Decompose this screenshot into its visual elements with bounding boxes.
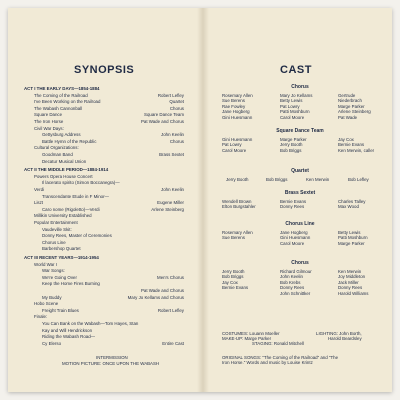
synopsis-item: Kay and Will Hendrickson [42,327,93,333]
synopsis-performer: Men's Chorus [157,274,184,280]
synopsis-item: Hobo Scene [34,301,59,307]
synopsis-item: World War I [34,261,57,267]
synopsis-performer: Robert Lefley [157,307,184,313]
synopsis-item: The Iron Horse [34,119,64,124]
synopsis-item: Cy Elerso [42,340,62,346]
costumes-credit: COSTUMES: Louann Moeller [222,331,280,336]
synopsis-item: The Coming of the Railroad [34,92,88,98]
act-heading: ACT I THE EARLY DAYS—1854-1884 [24,86,100,91]
cast-member: Jerry Booth [226,177,249,182]
cast-member: Pat Lowry [222,142,242,148]
cast-member: Arlene Steinberg [338,109,371,115]
cast-section-heading: Brass Sextet [284,190,316,196]
intermission-label: INTERMISSION [96,355,128,360]
lighting-credit: LIGHTING: John Borth, [316,331,362,336]
synopsis-item: Verdi [34,187,45,192]
cast-member: Bob Lefley [348,177,369,182]
cast-member: Bernie Evans [338,142,365,148]
cast-member: Gertrude [338,93,356,98]
cast-member: Pat Wade [338,114,358,120]
cast-member: Bob Briggs [280,147,302,153]
synopsis-item: Cultural Organizations: [34,145,79,151]
cast-member: Charles Talley [338,199,366,204]
cast-member: Rosemary Allen [222,93,253,98]
cast-member: Gini Huesmann [222,137,253,142]
cast-member: Elton Burgstahler [222,204,256,210]
cast-member: Rosemary Allen [222,230,253,235]
original-songs-credit-2: Iron Horse." Words and music by Louise Krintz [222,360,313,365]
cast-member: Joy Middleton [338,274,366,280]
cast-member: Jack Miller [338,279,359,285]
cast-member: Gini Huesmann [222,114,253,120]
cast-member: Pat Lowry [280,103,300,109]
cast-member: Jane Hogberg [222,109,250,115]
cast-member: Carol Moore [222,147,247,153]
synopsis-item: Millikin University Established [34,213,92,219]
cast-member: Marge Parker [338,240,365,246]
cast-member: Carol Moore [280,114,305,120]
cast-member: Patti Moshburn [280,109,310,115]
staging-credit: STAGING: Ronald Mitchell [252,341,304,346]
cast-member: Niederbrach [338,98,362,104]
synopsis-item: Decatur Musical Union [42,158,87,164]
cast-member: Jerry Booth [222,269,245,274]
synopsis-item: Riding the Wabash Road— [42,334,96,340]
cast-member: Donny Rees [280,204,305,210]
lighting-credit-2: Harold Beardsley [328,336,362,341]
synopsis-performer: John Keelin [161,132,184,138]
synopsis-performer: Square Dance Team [144,112,184,118]
synopsis-item: Square Dance [34,112,63,118]
synopsis-performer: Arlene Steinberg [151,206,184,212]
synopsis-item: Liszt [34,200,44,206]
synopsis-item: You Can Bank on the Wabash—Tom Hayes, Stan [42,321,139,326]
synopsis-item: Il lacerato spirito (Simon Boccanegra)— [42,180,120,186]
synopsis-item: I've Been Working on the Railroad [34,99,101,105]
cast-member: Betty Lewis [338,230,361,235]
synopsis-performer: John Keelin [161,187,184,192]
cast-member: Bob Briggs [266,177,288,182]
synopsis-item: My Buddy [42,294,62,300]
cast-member: Bob Briggs [222,274,244,280]
cast-section-heading: Chorus [291,260,309,266]
synopsis-item: Battle Hymn of the Republic [42,138,97,144]
synopsis-performer: Brass Sextet [159,152,184,157]
cast-member: Ken Merwin, caller [338,147,375,153]
cast-member: Richard Gilmour [280,269,312,274]
synopsis-item: Finale: [34,314,48,320]
cast-member: Betty Lewis [280,98,303,104]
synopsis-item: Powers Opera House Concert [34,173,93,179]
cast-member: Donny Rees [280,285,305,291]
cast-section-heading: Chorus [291,84,309,90]
synopsis-item: Vaudeville Skit: [42,226,72,232]
cast-section-heading: Square Dance Team [276,128,324,134]
cast-member: Rae Fowley [222,103,246,109]
cast-member: Patti Moshburn [338,235,368,241]
synopsis-title: SYNOPSIS [74,64,135,76]
cast-title: CAST [280,64,312,76]
synopsis-page [8,8,198,392]
cast-member: Jay Cox [338,137,354,142]
synopsis-performer: Chorus [169,138,184,144]
makeup-credit: MAKE-UP: Marge Parker [222,336,272,341]
synopsis-item: Keep the Home Fires Burning [42,281,100,287]
act-heading: ACT III RECENT YEARS—1914-1954 [24,255,99,260]
synopsis-item: Popular Entertainment [34,220,78,225]
cast-member: Jay Cox [222,279,238,285]
synopsis-performer: Entire Cast [162,340,184,346]
cast-member: Carol Moore [280,240,305,246]
cast-member: Harold Williams [338,290,369,296]
cast-member: Ken Merwin [338,269,362,274]
cast-member: Jane Hogberg [280,230,308,235]
cast-member: Jerry Booth [280,142,303,148]
synopsis-performer: Eugene Miller [157,200,184,206]
synopsis-performer: Robert Lefley [157,92,184,98]
synopsis-item: Barbershop Quartet [42,246,81,252]
cast-member: Bernie Evans [222,285,249,291]
cast-member: Sue Berens [222,98,245,104]
synopsis-performer: Mary Jo Kellams and Chorus [127,294,184,300]
synopsis-performer: Chorus [169,105,184,111]
synopsis-item: War Songs: [42,268,65,274]
cast-member: Marge Parker [338,103,365,109]
cast-member: Mary Jo Kellams [280,93,313,98]
synopsis-item: Donny Rees, Master of Ceremonies [42,233,112,239]
cast-section-heading: Quartet [291,168,309,174]
synopsis-item: Caro nome (Rigoletto)—Verdi [42,206,100,212]
synopsis-item: Goodman Band [42,152,73,157]
synopsis-item: The Wabash Cannonball [34,105,83,111]
act-heading: ACT II THE MIDDLE PERIOD—1884-1914 [24,167,109,173]
cast-member: Gini Huesmann [280,235,311,241]
cast-member: Bob Krebs [280,279,301,285]
cast-member: Wendell Brown [222,199,252,204]
cast-member: Donny Rees [338,285,363,291]
program-booklet [8,8,392,392]
cast-member: Sue Berens [222,235,245,241]
cast-member: Ken Merwin [306,177,330,182]
cast-member: Max Wood [338,204,359,210]
cast-member: Marge Parker [280,137,307,142]
cast-page [208,8,392,392]
original-songs-credit: ORIGINAL SONGS: "The Coming of the Railroad" and "The [222,355,339,360]
cast-section-heading: Chorus Line [285,221,315,227]
synopsis-item: Transcendante Etude in F Minor— [42,193,109,199]
motion-picture-label: MOTION PICTURE: ONCE UPON THE WABASH [62,361,160,366]
synopsis-item: Chorus Line [42,239,66,245]
synopsis-performer: Pat Wade and Chorus [140,288,184,293]
synopsis-item: Freight Train Blues [42,307,79,313]
cast-member: John Keelin [280,274,303,280]
cast-member: John Schnittker [280,290,311,296]
synopsis-item: We're Going Over [42,274,77,280]
synopsis-performer: Pat Wade and Chorus [140,119,184,124]
synopsis-item: Gettysburg Address [42,132,81,138]
synopsis-performer: Quartet [169,99,184,105]
cast-member: Bernie Evans [280,199,307,204]
synopsis-item: Civil War Days: [34,125,64,131]
